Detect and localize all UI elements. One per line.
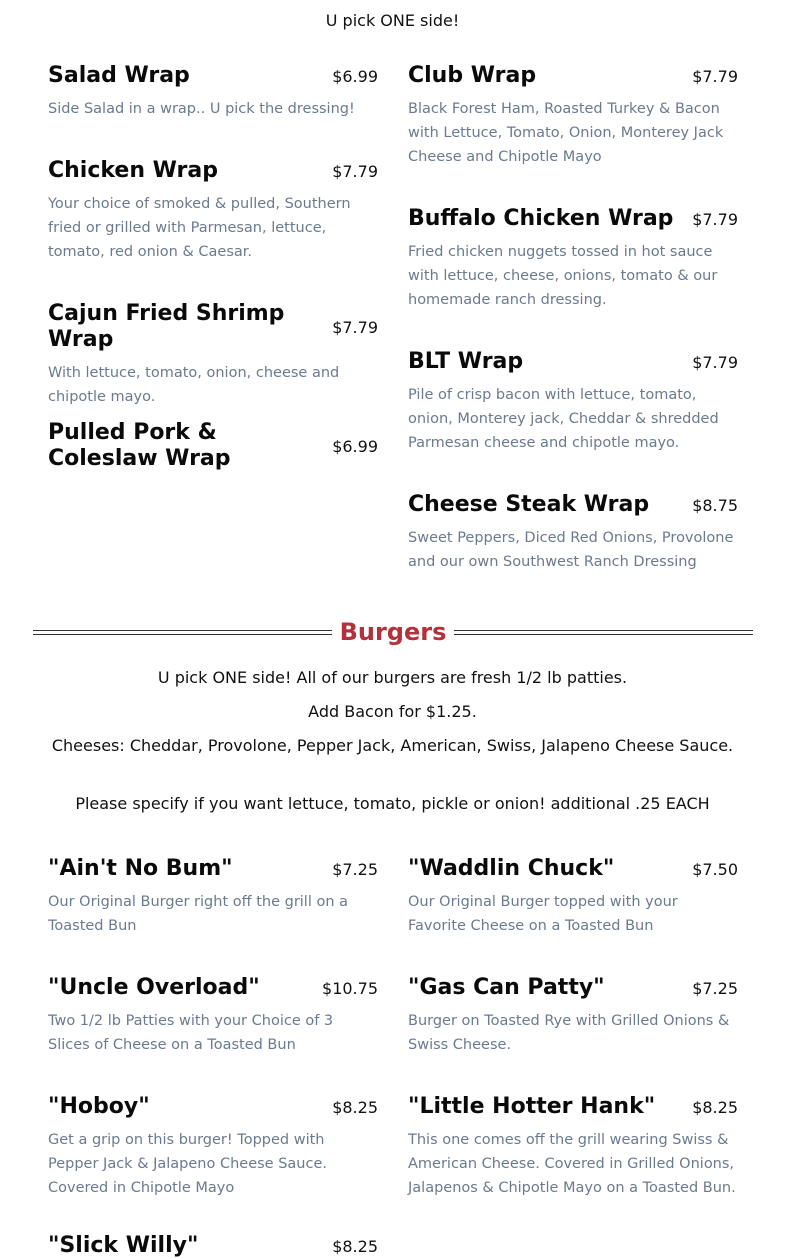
item-name: Chicken Wrap bbox=[48, 158, 218, 183]
item-name: "Uncle Overload" bbox=[48, 975, 260, 1000]
item-description: Burger on Toasted Rye with Grilled Onions & Swiss Cheese. bbox=[408, 1013, 730, 1053]
item-name: Club Wrap bbox=[408, 63, 537, 88]
menu-item-buffalo-chicken-wrap bbox=[408, 206, 738, 312]
item-description: Fried chicken nuggets tossed in hot sauce with lettuce, cheese, onions, tomato & our homemade ranch dressing. bbox=[408, 244, 718, 308]
item-price: $8.75 bbox=[692, 495, 738, 515]
item-description: Get a grip on this burger! Topped with Pepper Jack & Jalapeno Cheese Sauce. Covered in Chipotle Mayo bbox=[48, 1132, 327, 1196]
item-price: $7.25 bbox=[692, 978, 738, 998]
item-name: "Hoboy" bbox=[48, 1094, 150, 1119]
menu-item-pulled-pork-coleslaw-wrap bbox=[48, 420, 378, 472]
item-name: "Gas Can Patty" bbox=[408, 975, 605, 1000]
item-price: $7.79 bbox=[692, 352, 738, 372]
burgers-note-cheeses: Cheeses: Cheddar, Provolone, Pepper Jack, American, Swiss, Jalapeno Cheese Sauce. bbox=[51, 736, 734, 755]
item-price: $8.25 bbox=[332, 1236, 378, 1256]
burgers-note-toppings: Please specify if you want lettuce, tomato, pickle or onion! additional .25 EACH bbox=[75, 794, 710, 813]
menu-item-uncle-overload bbox=[48, 975, 378, 1057]
item-description: Black Forest Ham, Roasted Turkey & Bacon with Lettuce, Tomato, Onion, Monterey Jack Cheese and Chipotle Mayo bbox=[408, 101, 724, 165]
item-name: "Waddlin Chuck" bbox=[408, 856, 615, 881]
item-description: Two 1/2 lb Patties with your Choice of 3 Slices of Cheese on a Toasted Bun bbox=[48, 1013, 334, 1053]
item-price: $8.25 bbox=[692, 1097, 738, 1117]
item-price: $7.50 bbox=[692, 859, 738, 879]
menu-item-club-wrap bbox=[408, 63, 738, 169]
menu-item-chicken-wrap bbox=[48, 158, 378, 264]
item-name: BLT Wrap bbox=[408, 349, 524, 374]
menu-item-waddlin-chuck bbox=[408, 856, 738, 938]
divider-rule-right bbox=[454, 630, 753, 635]
item-name: Salad Wrap bbox=[48, 63, 190, 88]
item-name: "Little Hotter Hank" bbox=[408, 1094, 656, 1119]
burgers-note-bacon: Add Bacon for $1.25. bbox=[308, 702, 477, 721]
section-title: Burgers bbox=[339, 618, 447, 646]
item-name: Pulled Pork & Coleslaw Wrap bbox=[48, 420, 231, 471]
item-description: Our Original Burger right off the grill on a Toasted Bun bbox=[48, 894, 349, 934]
burgers-note-patties: U pick ONE side! All of our burgers are fresh 1/2 lb patties. bbox=[157, 668, 628, 687]
wraps-side-note: U pick ONE side! bbox=[325, 11, 460, 30]
item-price: $7.79 bbox=[692, 209, 738, 229]
item-description: Sweet Peppers, Diced Red Onions, Provolone and our own Southwest Ranch Dressing bbox=[408, 530, 734, 570]
menu-item-aint-no-bum bbox=[48, 856, 378, 938]
section-divider-burgers bbox=[33, 618, 753, 648]
menu-item-gas-can-patty bbox=[408, 975, 738, 1057]
item-description: Your choice of smoked & pulled, Southern fried or grilled with Parmesan, lettuce, tomato, red onion & Caesar. bbox=[48, 196, 351, 260]
item-description: Pile of crisp bacon with lettuce, tomato, onion, Monterey jack, Cheddar & shredded Parmesan cheese and chipotle mayo. bbox=[408, 387, 719, 451]
item-description: Our Original Burger topped with your Favorite Cheese on a Toasted Bun bbox=[408, 894, 678, 934]
item-price: $7.79 bbox=[332, 317, 378, 337]
item-name: Cheese Steak Wrap bbox=[408, 492, 650, 517]
menu-item-blt-wrap bbox=[408, 349, 738, 455]
menu-item-salad-wrap bbox=[48, 63, 378, 121]
item-description: With lettuce, tomato, onion, cheese and chipotle mayo. bbox=[48, 365, 340, 405]
item-price: $7.79 bbox=[692, 66, 738, 86]
item-name: Cajun Fried Shrimp Wrap bbox=[48, 301, 285, 352]
menu-item-little-hotter-hank bbox=[408, 1094, 738, 1200]
item-name: "Ain't No Bum" bbox=[48, 856, 233, 881]
item-price: $7.25 bbox=[332, 859, 378, 879]
item-name: Buffalo Chicken Wrap bbox=[408, 206, 674, 231]
menu-item-hoboy bbox=[48, 1094, 378, 1200]
item-name: "Slick Willy" bbox=[48, 1233, 199, 1258]
menu-item-slick-willy bbox=[48, 1233, 378, 1259]
item-price: $10.75 bbox=[322, 978, 378, 998]
item-description: Side Salad in a wrap.. U pick the dressing! bbox=[48, 101, 355, 117]
item-price: $6.99 bbox=[332, 66, 378, 86]
menu-item-cheese-steak-wrap bbox=[408, 492, 738, 574]
item-price: $6.99 bbox=[332, 436, 378, 456]
item-description: This one comes off the grill wearing Swiss & American Cheese. Covered in Grilled Onions, Jalapenos & Chipotle Mayo on a Toasted Bun. bbox=[408, 1132, 736, 1196]
menu-item-cajun-fried-shrimp-wrap bbox=[48, 301, 378, 409]
item-price: $8.25 bbox=[332, 1097, 378, 1117]
item-price: $7.79 bbox=[332, 161, 378, 181]
